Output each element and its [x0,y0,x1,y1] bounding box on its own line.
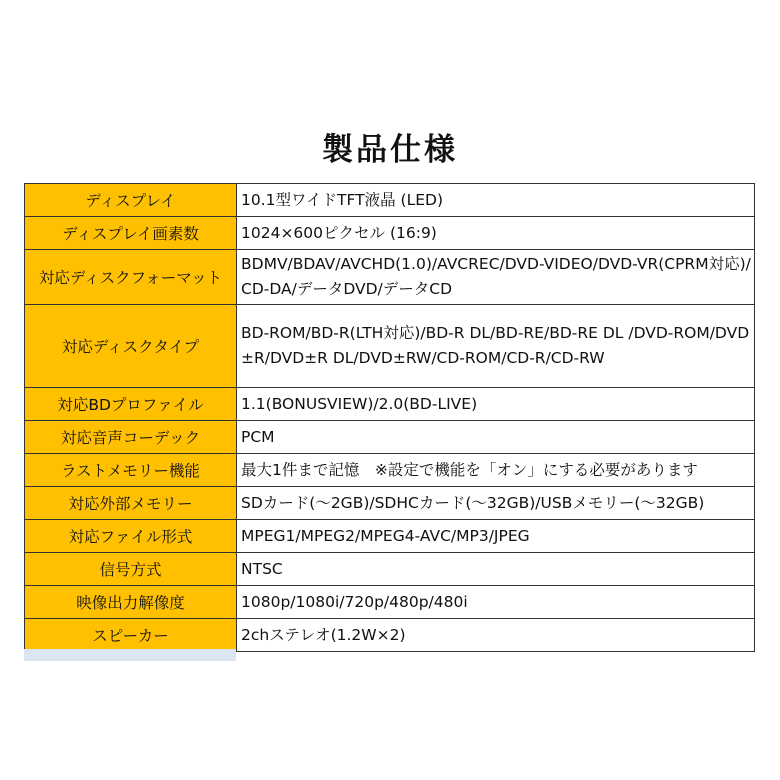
spec-table [24,183,755,652]
table-row [25,520,755,553]
table-row [25,305,755,388]
spec-value-disc-format: BDMV/BDAV/AVCHD(1.0)/AVCREC/DVD-VIDEO/DVD-VR(CPRM対応)/CD-DA/データDVD/データCD [237,250,755,305]
table-row [25,454,755,487]
table-row [25,421,755,454]
spec-value-video-output: 1080p/1080i/720p/480p/480i [237,586,755,619]
spec-label-disc-format: 対応ディスクフォーマット [25,250,237,305]
spec-value-display: 10.1型ワイドTFT液晶 (LED) [237,184,755,217]
table-row [25,388,755,421]
spec-value-speaker: 2chステレオ(1.2W×2) [237,619,755,652]
table-row [25,487,755,520]
table-row [25,250,755,305]
table-row [25,619,755,652]
spec-value-signal-system: NTSC [237,553,755,586]
spec-value-disc-type: BD-ROM/BD-R(LTH対応)/BD-R DL/BD-RE/BD-RE DL /DVD-ROM/DVD±R/DVD±R DL/DVD±RW/CD-ROM/CD-R/CD-RW [237,305,755,388]
spec-label-disc-type: 対応ディスクタイプ [25,305,237,388]
spec-label-video-output: 映像出力解像度 [25,586,237,619]
spec-value-file-format: MPEG1/MPEG2/MPEG4-AVC/MP3/JPEG [237,520,755,553]
spec-label-speaker: スピーカー [25,619,237,652]
footer-strip [24,649,236,661]
spec-value-last-memory: 最大1件まで記憶 ※設定で機能を「オン」にする必要があります [237,454,755,487]
table-row [25,553,755,586]
table-row [25,184,755,217]
spec-label-display: ディスプレイ [25,184,237,217]
spec-label-bd-profile: 対応BDプロファイル [25,388,237,421]
table-row [25,217,755,250]
spec-value-bd-profile: 1.1(BONUSVIEW)/2.0(BD-LIVE) [237,388,755,421]
spec-value-resolution: 1024×600ピクセル (16:9) [237,217,755,250]
table-row [25,586,755,619]
spec-value-audio-codec: PCM [237,421,755,454]
spec-label-signal-system: 信号方式 [25,553,237,586]
page-title: 製品仕様 [322,132,458,168]
spec-label-external-memory: 対応外部メモリー [25,487,237,520]
spec-label-audio-codec: 対応音声コーデック [25,421,237,454]
spec-label-last-memory: ラストメモリー機能 [25,454,237,487]
spec-value-external-memory: SDカード(～2GB)/SDHCカード(～32GB)/USBメモリー(～32GB) [237,487,755,520]
spec-label-resolution: ディスプレイ画素数 [25,217,237,250]
spec-label-file-format: 対応ファイル形式 [25,520,237,553]
